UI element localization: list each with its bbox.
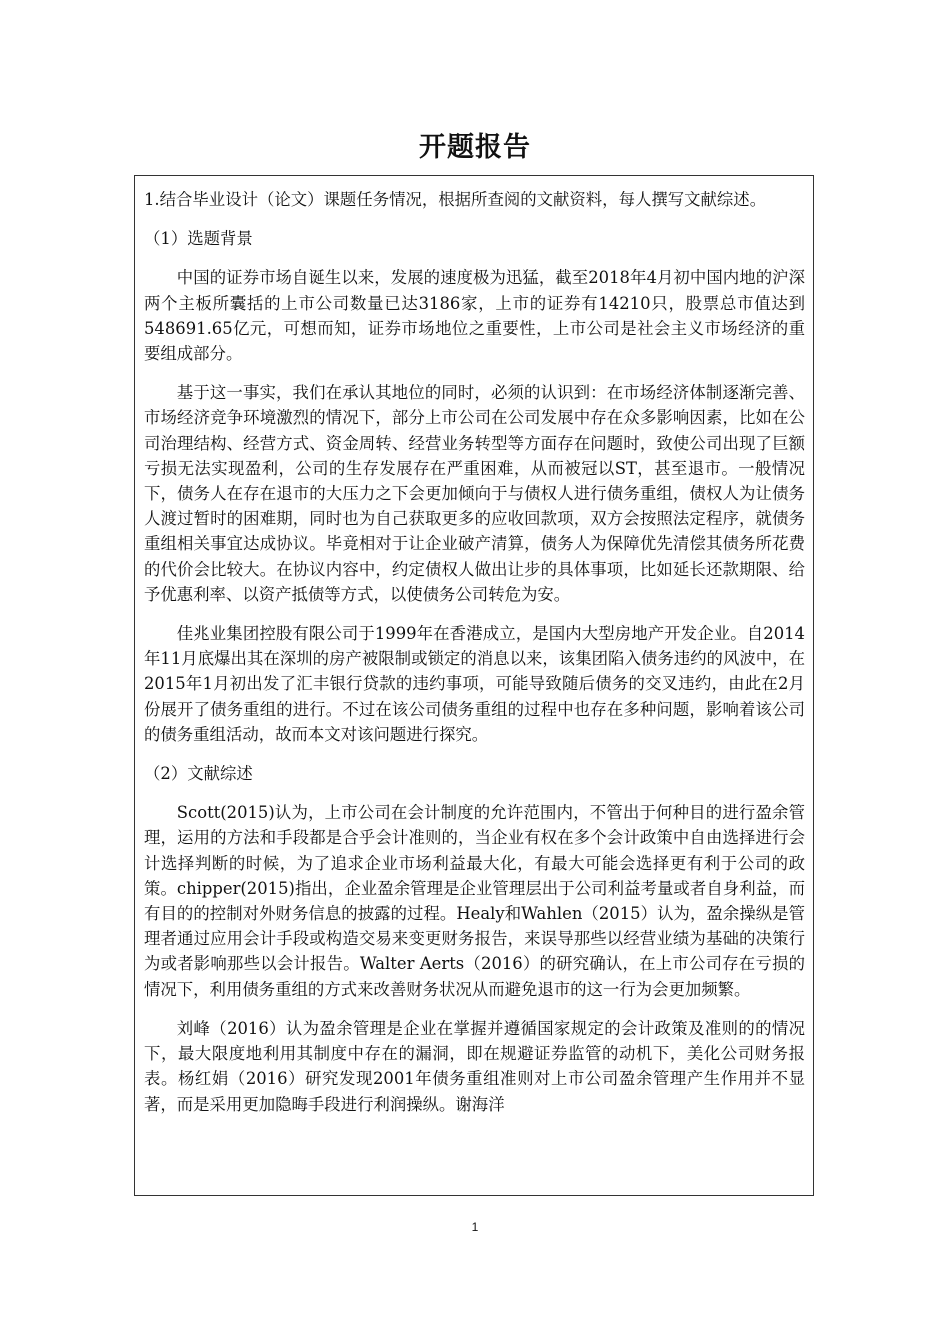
background-paragraph-1: 中国的证券市场自诞生以来，发展的速度极为迅猛，截至2018年4月初中国内地的沪深两个主板所囊括的上市公司数量已达3186家，上市的证券有14210只，股票总市值达到548691.65亿元，可想而知，证券市场地位之重要性，上市公司是社会主义市场经济的重要组成部分。 xyxy=(144,268,805,364)
literature-paragraph-1: Scott(2015)认为，上市公司在会计制度的允许范围内，不管出于何种目的进行盈余管理，运用的方法和手段都是合乎会计准则的，当企业有权在多个会计政策中自由选择进行会计选择判断的时候，为了追求企业市场利益最大化，有最大可能会选择更有利于公司的政策。chipper(2015)指出，企业盈余管理是企业管理层出于公司利益考量或者自身利益，而有目的的控制对外财务信息的披露的过程。Healy和Wahlen（2015）认为，盈余操纵是管理者通过应用会计手段或构造交易来变更财务报告，来误导那些以经营业绩为基础的决策行为或者影响那些以会计报告。Walter Aerts（2016）的研究确认，在上市公司存在亏损的情况下，利用债务重组的方式来改善财务状况从而避免退市的这一行为会更加频繁。 xyxy=(144,803,805,999)
background-paragraph-2: 基于这一事实，我们在承认其地位的同时，必须的认识到：在市场经济体制逐渐完善、市场经济竞争环境激烈的情况下，部分上市公司在公司发展中存在众多影响因素，比如在公司治理结构、经营方式、资金周转、经营业务转型等方面存在问题时，致使公司出现了巨额亏损无法实现盈利，公司的生存发展存在严重困难，从而被冠以ST，甚至退市。一般情况下，债务人在存在退市的大压力之下会更加倾向于与债权人进行债务重组，债权人为让债务人渡过暂时的困难期，同时也为自己获取更多的应收回款项，双方会按照法定程序，就债务重组相关事宜达成协议。毕竟相对于让企业破产清算，债务人为保障优先清偿其债务所花费的代价会比较大。在协议内容中，约定债权人做出让步的具体事项，比如延长还款期限、给予优惠利率、以资产抵债等方式，以使债务公司转危为安。 xyxy=(144,383,805,604)
report-content-box xyxy=(134,175,814,1196)
page-title: 开题报告 xyxy=(419,132,531,163)
literature-paragraph-2: 刘峰（2016）认为盈余管理是企业在掌握并遵循国家规定的会计政策及准则的的情况下，最大限度地利用其制度中存在的漏洞，即在规避证券监管的动机下，美化公司财务报表。杨红娟（2016）研究发现2001年债务重组准则对上市公司盈余管理产生作用并不显著，而是采用更加隐晦手段进行利润操纵。谢海洋 xyxy=(144,1018,805,1114)
section-heading-background: （1）选题背景 xyxy=(144,229,253,249)
section-heading-literature-review: （2）文献综述 xyxy=(144,764,253,784)
intro-paragraph: 1.结合毕业设计（论文）课题任务情况，根据所查阅的文献资料，每人撰写文献综述。 xyxy=(144,190,767,209)
background-paragraph-3: 佳兆业集团控股有限公司于1999年在香港成立，是国内大型房地产开发企业。自2014年11月底爆出其在深圳的房产被限制或锁定的消息以来，该集团陷入债务违约的风波中，在2015年1月初出发了汇丰银行贷款的违约事项，可能导致随后债务的交叉违约，由此在2月份展开了债务重组的进行。不过在该公司债务重组的过程中也存在多种问题，影响着该公司的债务重组活动，故而本文对该问题进行探究。 xyxy=(144,624,805,744)
page-number: 1 xyxy=(471,1220,479,1234)
